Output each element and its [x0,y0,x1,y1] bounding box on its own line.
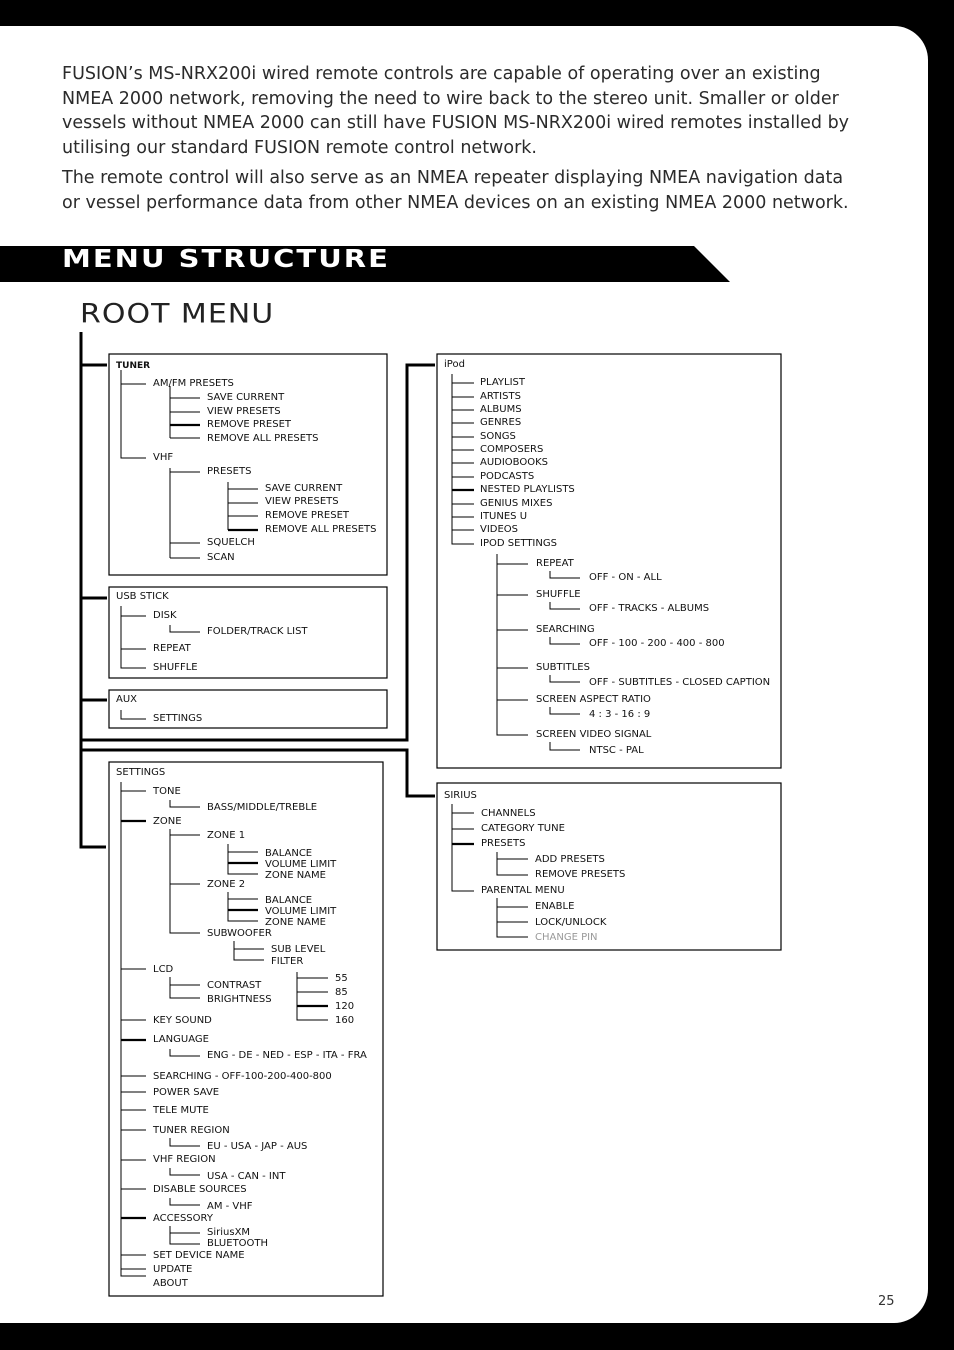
ipod-subtitles-values: OFF - SUBTITLES - CLOSED CAPTION [589,677,771,688]
root-menu-title: ROOT MENU [80,298,275,330]
am-fm-remove-all-presets: REMOVE ALL PRESETS [207,433,319,444]
intro-paragraph-2: The remote control will also serve as an NMEA repeater displaying NMEA navigation data or vessel performance data from other NMEA devices on an existing NMEA 2000 network. [62,168,849,213]
ipod-searching-values: OFF - 100 - 200 - 400 - 800 [589,638,725,649]
settings-bass-middle-treble: BASS/MIDDLE/TREBLE [207,802,318,813]
settings-accessory: ACCESSORY [153,1213,213,1224]
zone1-balance: BALANCE [265,848,313,859]
settings-zone-2: ZONE 2 [207,879,246,890]
sirius-lock-unlock: LOCK/UNLOCK [535,917,607,928]
settings-lcd: LCD [153,964,174,975]
ipod-songs: SONGS [480,431,516,442]
vhf-save-current: SAVE CURRENT [265,483,343,494]
am-fm-save-current: SAVE CURRENT [207,392,285,403]
ipod-itunes-u: ITUNES U [480,511,528,522]
sirius-remove-presets: REMOVE PRESETS [535,869,626,880]
settings-tele-mute: TELE MUTE [153,1105,209,1116]
ipod-genres: GENRES [480,417,522,428]
ipod-nested-playlists: NESTED PLAYLISTS [480,484,575,495]
intro-paragraph-1: FUSION’s MS-NRX200i wired remote controls are capable of operating over an existing NMEA 2000 network, removing the need to wire back to the stereo unit. Smaller or older vessels without NMEA 2000 can still have FUSION MS-NRX200i wired remotes installed by utilising our standard FUSION remote control network. [62,64,850,158]
settings-language: LANGUAGE [153,1034,209,1045]
usb-repeat: REPEAT [153,643,191,654]
zone2-volume-limit: VOLUME LIMIT [265,906,337,917]
vhf-remove-all-presets: REMOVE ALL PRESETS [265,524,377,535]
settings-searching: SEARCHING - OFF-100-200-400-800 [153,1071,332,1082]
settings-zone-1: ZONE 1 [207,830,246,841]
document-page [0,26,928,1323]
zone1-volume-limit: VOLUME LIMIT [265,859,337,870]
usb-disk: DISK [153,610,177,621]
zone1-zone-name: ZONE NAME [265,870,326,881]
ipod-videos: VIDEOS [480,524,519,535]
am-fm-presets: AM/FM PRESETS [153,378,234,389]
settings-key-sound: KEY SOUND [153,1015,212,1026]
filter-value-160: 160 [335,1015,355,1026]
ipod-composers: COMPOSERS [480,444,544,455]
aux-settings: SETTINGS [153,713,203,724]
sirius-enable: ENABLE [535,901,575,912]
usb-shuffle: SHUFFLE [153,662,198,673]
tuner-title: TUNER [116,361,151,371]
page-number: 25 [878,1294,895,1309]
settings-title: SETTINGS [116,767,166,778]
settings-power-save: POWER SAVE [153,1087,220,1098]
aux-title: AUX [116,694,138,705]
scan: SCAN [207,552,235,563]
settings-update: UPDATE [153,1264,193,1275]
zone2-balance: BALANCE [265,895,313,906]
settings-vhf-region: VHF REGION [153,1154,216,1165]
sirius-presets: PRESETS [481,838,526,849]
ipod-subtitles: SUBTITLES [536,662,590,673]
vhf: VHF [153,452,174,463]
am-fm-remove-preset: REMOVE PRESET [207,419,291,430]
squelch: SQUELCH [207,537,255,548]
subwoofer-sub-level: SUB LEVEL [271,944,326,955]
vhf-presets: PRESETS [207,466,252,477]
ipod-shuffle: SHUFFLE [536,589,581,600]
ipod-artists: ARTISTS [480,391,521,402]
filter-value-85: 85 [335,987,348,998]
settings-tuner-region: TUNER REGION [153,1125,230,1136]
ipod-video-signal-values: NTSC - PAL [589,745,644,756]
am-fm-view-presets: VIEW PRESETS [207,406,281,417]
ipod-audiobooks: AUDIOBOOKS [480,457,549,468]
settings-about: ABOUT [153,1278,188,1289]
filter-value-120: 120 [335,1001,355,1012]
accessory-siriusxm: SiriusXM [207,1227,251,1238]
settings-subwoofer: SUBWOOFER [207,928,272,939]
settings-tone: TONE [153,786,181,797]
filter-value-55: 55 [335,973,348,984]
ipod-repeat: REPEAT [536,558,574,569]
sirius-category-tune: CATEGORY TUNE [481,823,565,834]
disable-sources-values: AM - VHF [207,1201,253,1212]
settings-zone: ZONE [153,816,182,827]
ipod-playlist: PLAYLIST [480,377,525,388]
accessory-bluetooth: BLUETOOTH [207,1238,269,1249]
ipod-albums: ALBUMS [480,404,522,415]
sirius-add-presets: ADD PRESETS [535,854,605,865]
ipod-screen-video-signal: SCREEN VIDEO SIGNAL [536,729,652,740]
usb-stick-title: USB STICK [116,591,169,602]
language-values: ENG - DE - NED - ESP - ITA - FRA [207,1050,367,1061]
lcd-brightness: BRIGHTNESS [207,994,272,1005]
sirius-title: SIRIUS [444,790,477,801]
sirius-parental-menu: PARENTAL MENU [481,885,565,896]
vhf-remove-preset: REMOVE PRESET [265,510,349,521]
ipod-repeat-values: OFF - ON - ALL [589,572,662,583]
tuner-region-values: EU - USA - JAP - AUS [207,1141,308,1152]
zone2-zone-name: ZONE NAME [265,917,326,928]
settings-disable-sources: DISABLE SOURCES [153,1184,247,1195]
ipod-genius-mixes: GENIUS MIXES [480,498,553,509]
ipod-aspect-values: 4 : 3 - 16 : 9 [589,709,651,720]
settings-set-device-name: SET DEVICE NAME [153,1250,245,1261]
vhf-region-values: USA - CAN - INT [207,1171,286,1182]
ipod-settings: IPOD SETTINGS [480,538,557,549]
section-title: MENU STRUCTURE [62,244,390,273]
subwoofer-filter: FILTER [271,956,304,967]
vhf-view-presets: VIEW PRESETS [265,496,339,507]
ipod-searching: SEARCHING [536,624,595,635]
lcd-contrast: CONTRAST [207,980,262,991]
sirius-change-pin: CHANGE PIN [535,932,598,943]
menu-tree-diagram [0,26,928,1323]
ipod-podcasts: PODCASTS [480,471,535,482]
usb-folder-track-list: FOLDER/TRACK LIST [207,626,308,637]
ipod-shuffle-values: OFF - TRACKS - ALBUMS [589,603,710,614]
ipod-title: iPod [444,359,465,370]
sirius-channels: CHANNELS [481,808,536,819]
ipod-screen-aspect-ratio: SCREEN ASPECT RATIO [536,694,651,705]
